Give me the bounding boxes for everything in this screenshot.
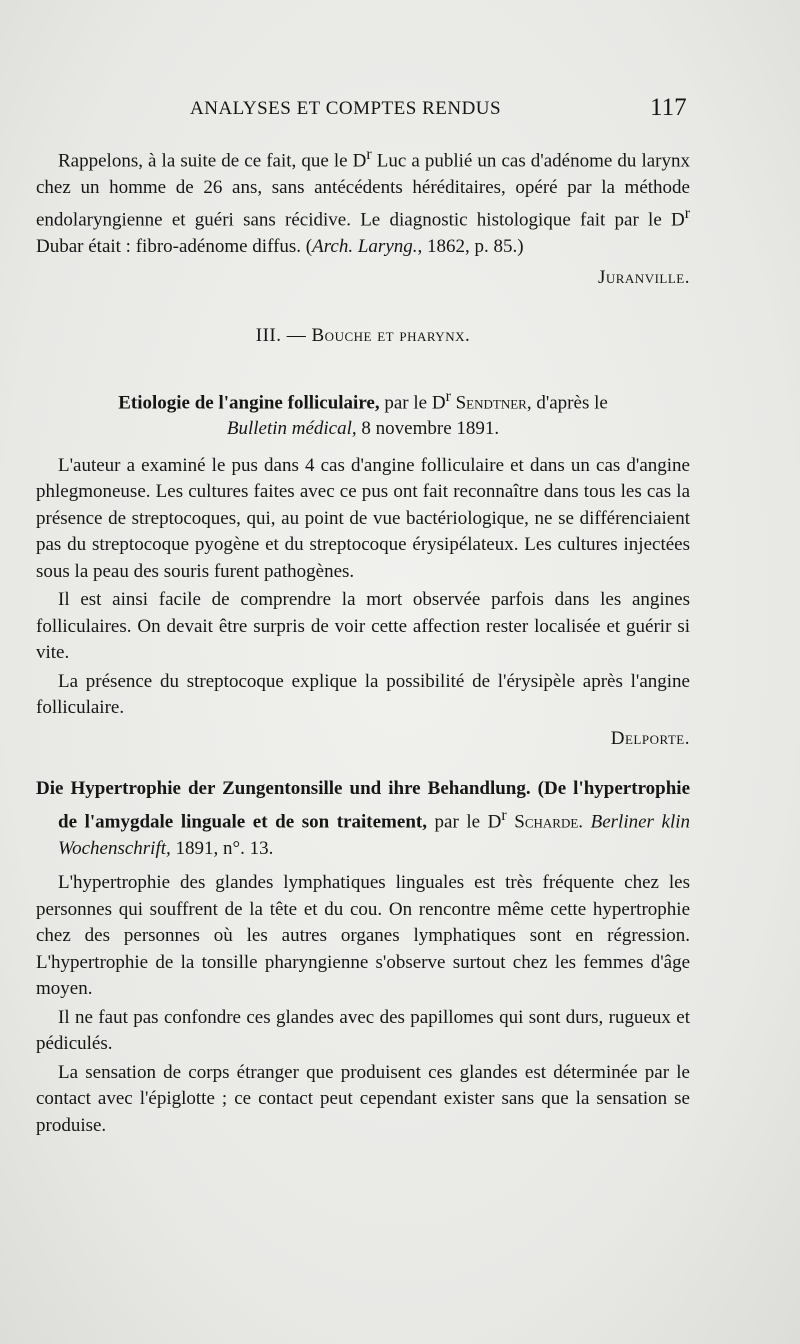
- journal-citation: Berliner klin Wochenschrift,: [58, 811, 690, 859]
- journal-citation: Bulletin médical,: [226, 418, 357, 440]
- signature-delporte: Delporte.: [610, 727, 690, 749]
- paragraph-hypertrophie-2: Il ne faut pas confondre ces glandes avec des papillomes qui sont durs, rugueux et pédiculés.: [36, 1006, 690, 1055]
- text-run: d'après le: [531, 391, 608, 413]
- superscript: r: [501, 806, 507, 824]
- paragraph-angine-3: La présence du streptocoque explique la possibilité de l'érysipèle après l'angine folliculaire.: [36, 670, 690, 719]
- section-heading-bouche-pharynx: III. — Bouche et pharynx.: [255, 325, 471, 347]
- author-name: Scharde.: [514, 811, 584, 833]
- page-number: 117: [650, 94, 687, 121]
- article-title-bold: Etiologie de l'angine folliculaire,: [118, 391, 380, 413]
- text-run: Dubar était : fibro-adénome diffus. (: [36, 236, 313, 258]
- paragraph-hypertrophie-3: La sensation de corps étranger que produisent ces glandes est déterminée par le contact avec l'épiglotte ; ce contact peut cependant exister sans que la sensation se produise.: [36, 1061, 690, 1136]
- author-name: Sendtner,: [450, 391, 532, 413]
- text-run: par le D: [426, 811, 502, 833]
- body-text: [36, 142, 690, 1139]
- journal-citation: Arch. Laryng.: [312, 236, 418, 258]
- superscript: r: [366, 146, 372, 163]
- superscript: r: [684, 205, 690, 223]
- text-run: 8 novembre 1891.: [356, 418, 500, 440]
- text-run: Rappelons, à la suite de ce fait, que le D: [58, 150, 367, 172]
- paragraph-adenoma: [36, 142, 690, 261]
- text-run: , 1862, p. 85.): [417, 236, 524, 258]
- text-run: Luc a publié un cas d'adénome du larynx chez un homme de 26 ans, sans antécédents héréditaires, opéré par la méthode endolaryngienne et guéri sans récidive. Le diagnostic histologique fait par le D: [36, 150, 690, 231]
- paragraph-angine-2: Il est ainsi facile de comprendre la mort observée parfois dans les angines folliculaires. On devait être surpris de voir cette affection rester localisée et guérir si vite.: [36, 589, 690, 664]
- article-title-bold: Die Hypertrophie der Zungentonsille und ihre Behandlung. (De l'hypertrophie de l'amygdale linguale et de son traitement,: [36, 778, 690, 833]
- text-run: 1891, n°. 13.: [170, 837, 274, 859]
- paragraph-hypertrophie-1: L'hypertrophie des glandes lymphatiques linguales est très fréquente chez les personnes qui souffrent de la tête et du cou. On rencontre même cette hypertrophie chez des personnes où les autres organes lymphatiques sont en régression. L'hypertrophie de la tonsille pharyngienne s'observe surtout chez les femmes d'âge moyen.: [36, 872, 690, 1000]
- article-title-hypertrophie: [36, 776, 690, 862]
- text-run: par le D: [379, 391, 446, 413]
- running-header: [0, 94, 800, 128]
- article-title-angine: [36, 384, 690, 443]
- superscript: r: [445, 387, 451, 405]
- signature-juranville: Juranville.: [597, 266, 690, 288]
- running-title: ANALYSES ET COMPTES RENDUS: [190, 98, 502, 119]
- paragraph-angine-1: L'auteur a examiné le pus dans 4 cas d'angine folliculaire et dans un cas d'angine phlegmoneuse. Les cultures faites avec ce pus ont fait reconnaître dans tous les cas la présence de streptocoques, qui, au point de vue bactériologique, ne se différenciaient pas du streptocoque pyogène et du streptocoque érysipélateux. Les cultures injectées sous la peau des souris furent pathogènes.: [36, 454, 690, 582]
